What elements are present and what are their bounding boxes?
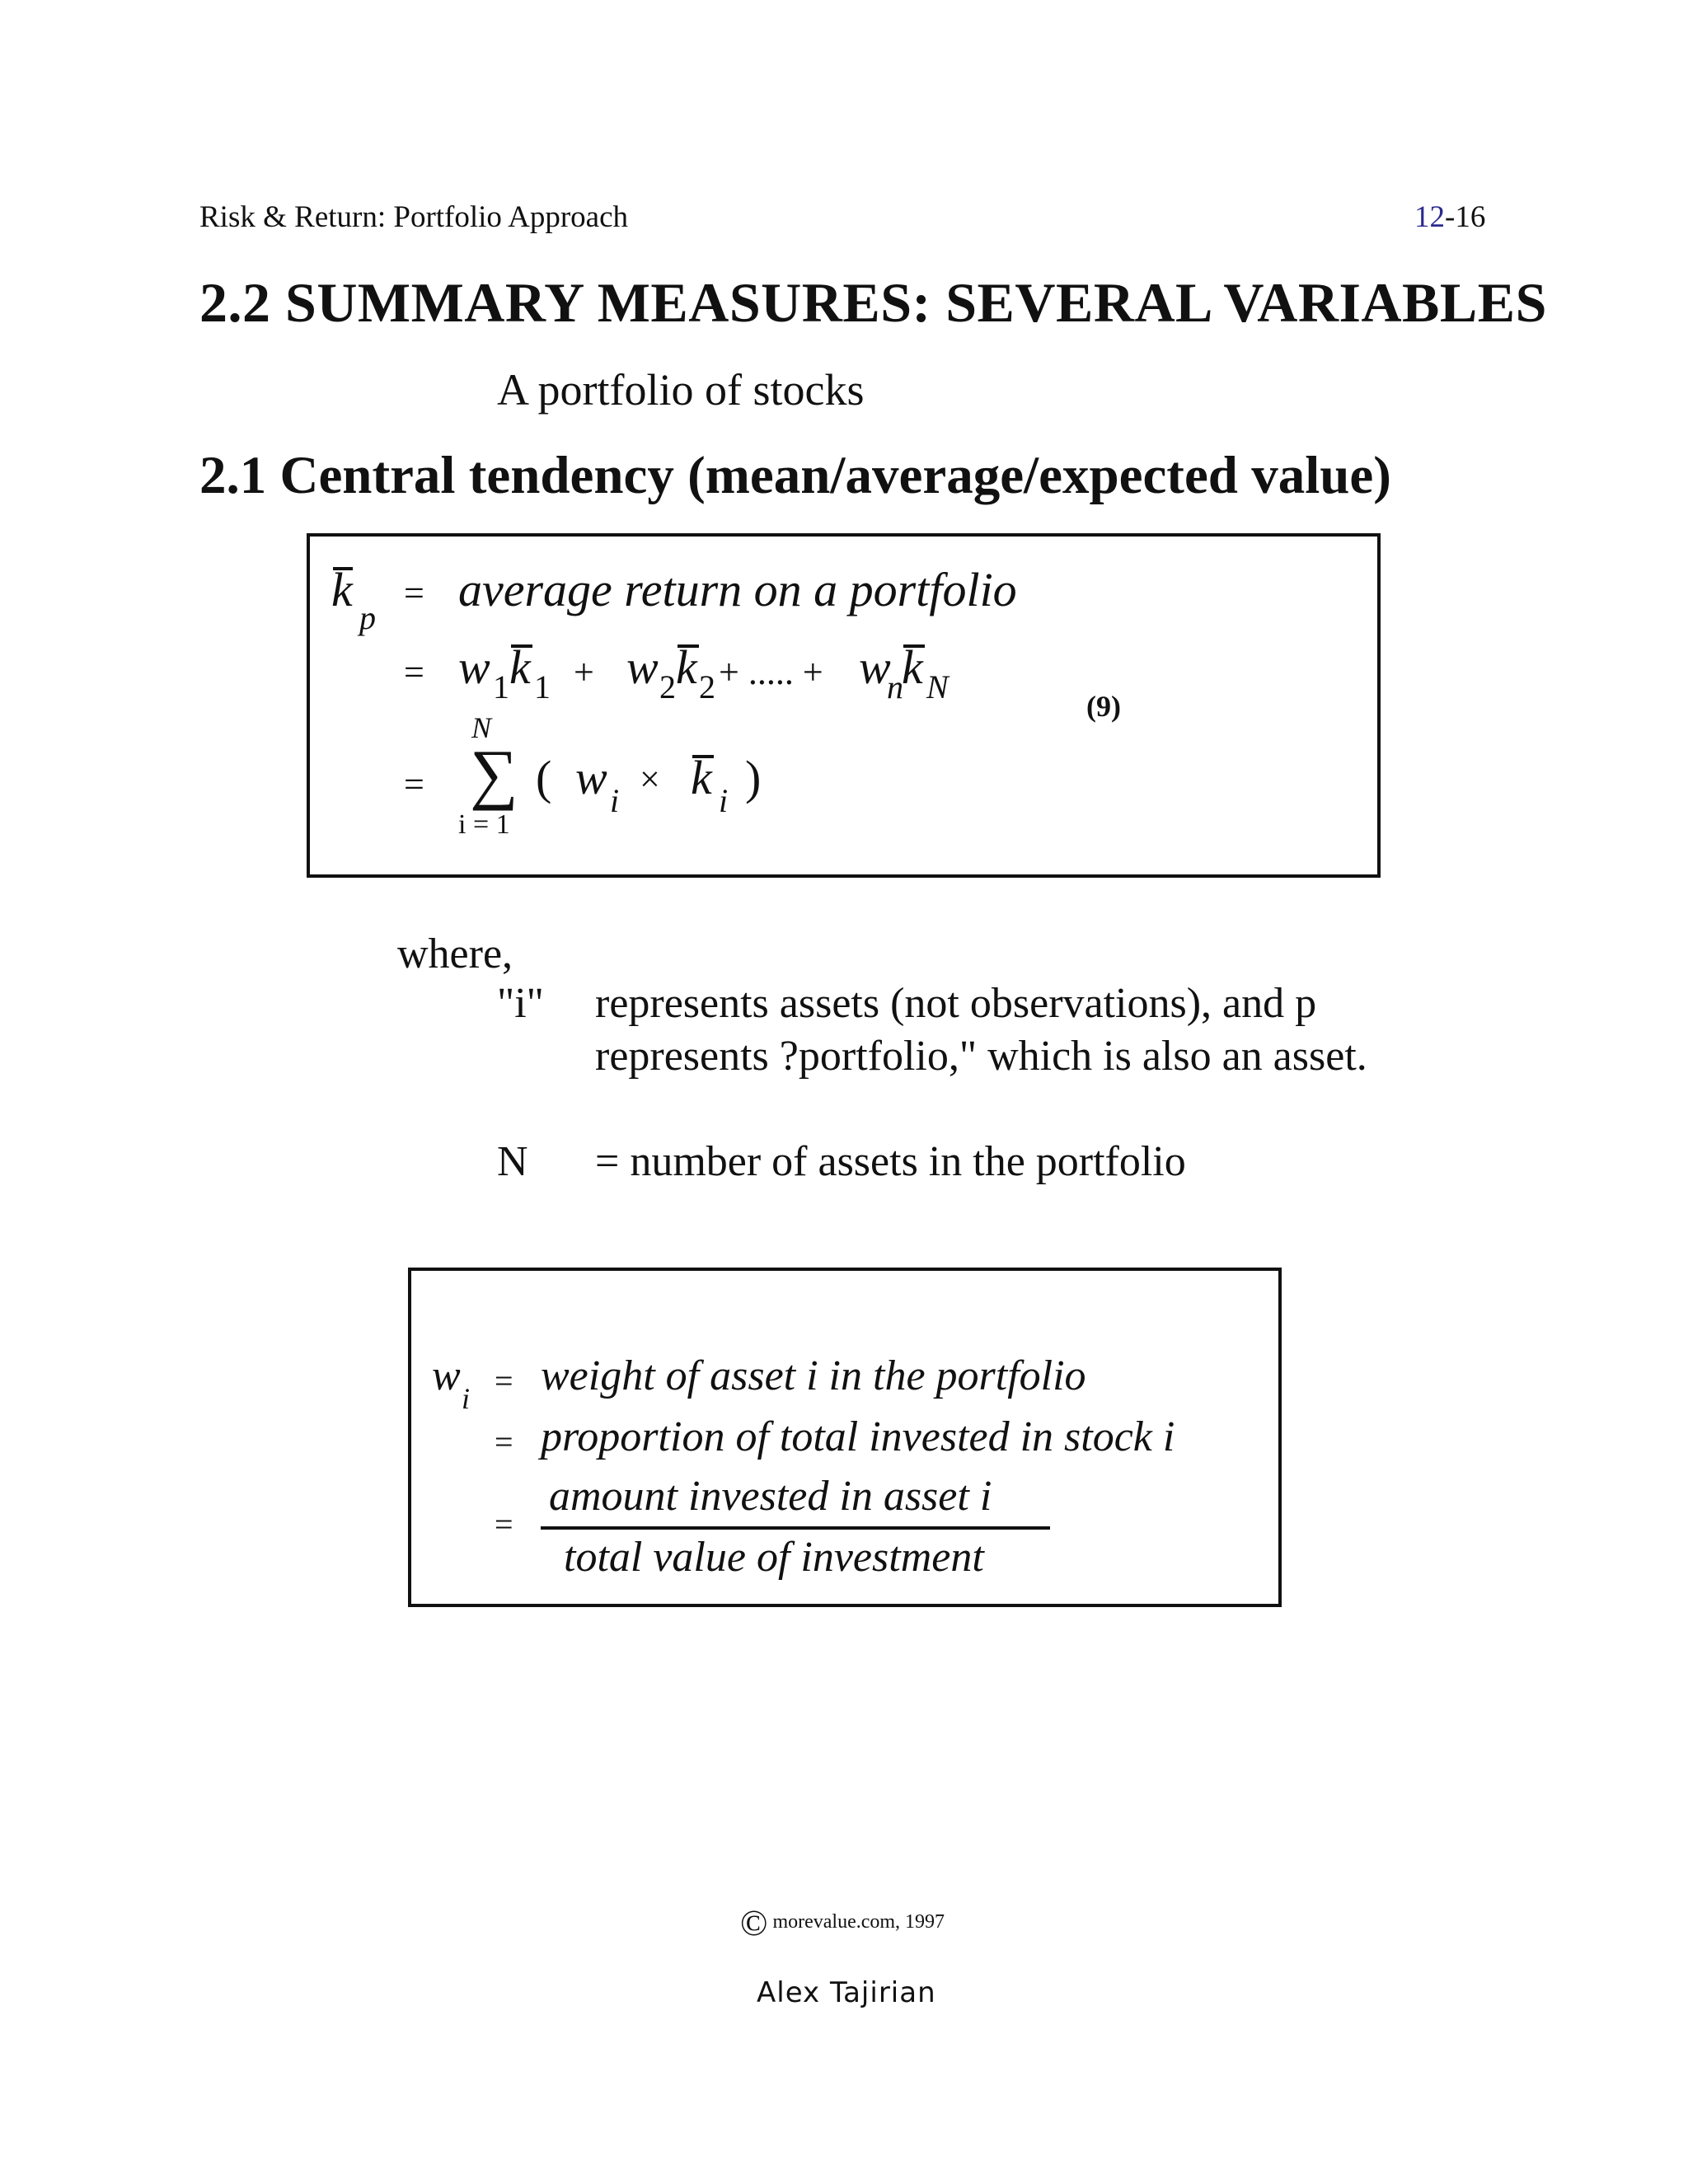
subscript-p: p [359, 599, 376, 636]
where-label: where, [397, 930, 513, 977]
subscript-i: i [719, 782, 729, 819]
equals-sign: = [495, 1423, 513, 1460]
k-symbol: k [676, 640, 697, 694]
ellipsis-terms: + ..... + [719, 652, 823, 692]
copyright-notice [740, 1902, 945, 1944]
subscript-2: 2 [699, 668, 715, 705]
weight-definition-line-2: proportion of total invested in stock i [541, 1413, 1175, 1460]
w-symbol: w [626, 640, 659, 694]
fraction-denominator: total value of investment [564, 1534, 984, 1581]
main-heading: 2.2 SUMMARY MEASURES: SEVERAL VARIABLES [199, 271, 1547, 334]
i-label: "i" [497, 980, 544, 1027]
fraction-bar [541, 1526, 1050, 1530]
w-symbol: w [432, 1352, 461, 1399]
chapter-number: 12 [1414, 200, 1445, 234]
i-definition-line-1: represents assets (not observations), and p [595, 980, 1317, 1027]
k-symbol: k [331, 563, 353, 616]
subscript-n: n [887, 668, 903, 705]
sum-lower-limit: i = 1 [458, 809, 510, 840]
k-symbol: k [691, 751, 712, 804]
sum-upper-limit: N [471, 711, 492, 744]
weight-definition-line-1: weight of asset i in the portfolio [541, 1352, 1086, 1399]
n-definition: = number of assets in the portfolio [595, 1138, 1186, 1185]
i-definition-line-2: represents ?portfolio," which is also an asset. [595, 1033, 1367, 1080]
section-heading: 2.1 Central tendency (mean/average/expected value) [199, 446, 1391, 505]
times-sign: × [640, 759, 660, 799]
n-label: N [497, 1138, 528, 1185]
subscript-1: 1 [493, 668, 509, 705]
equation-number: (9) [1086, 690, 1121, 723]
page-number [1414, 199, 1485, 235]
equals-sign: = [404, 764, 424, 804]
k-symbol: k [902, 640, 923, 694]
summation-sign: ∑ [470, 736, 518, 811]
subscript-2: 2 [659, 668, 676, 705]
page-suffix: -16 [1445, 200, 1486, 234]
equals-sign: = [404, 573, 424, 613]
subtitle: A portfolio of stocks [497, 365, 865, 415]
copyright-text: morevalue.com, 1997 [772, 1911, 945, 1933]
k-symbol: k [509, 640, 531, 694]
equals-sign: = [495, 1362, 513, 1399]
w-symbol: w [859, 640, 891, 694]
fraction-numerator: amount invested in asset i [549, 1473, 992, 1520]
subscript-i: i [610, 782, 620, 819]
w-symbol: w [575, 751, 607, 804]
left-paren: ( [536, 751, 552, 804]
subscript-1: 1 [534, 668, 551, 705]
copyright-icon: © [740, 1903, 768, 1943]
author-name: Alex Tajirian [757, 1976, 936, 2009]
running-header-title: Risk & Return: Portfolio Approach [199, 200, 629, 234]
plus-sign: + [574, 652, 594, 692]
w-symbol: w [458, 640, 490, 694]
right-paren: ) [745, 751, 762, 804]
subscript-N: N [926, 668, 949, 705]
subscript-i: i [462, 1382, 471, 1415]
formula-line-1: average return on a portfolio [458, 563, 1017, 616]
equals-sign: = [495, 1506, 513, 1543]
equals-sign: = [404, 652, 424, 692]
